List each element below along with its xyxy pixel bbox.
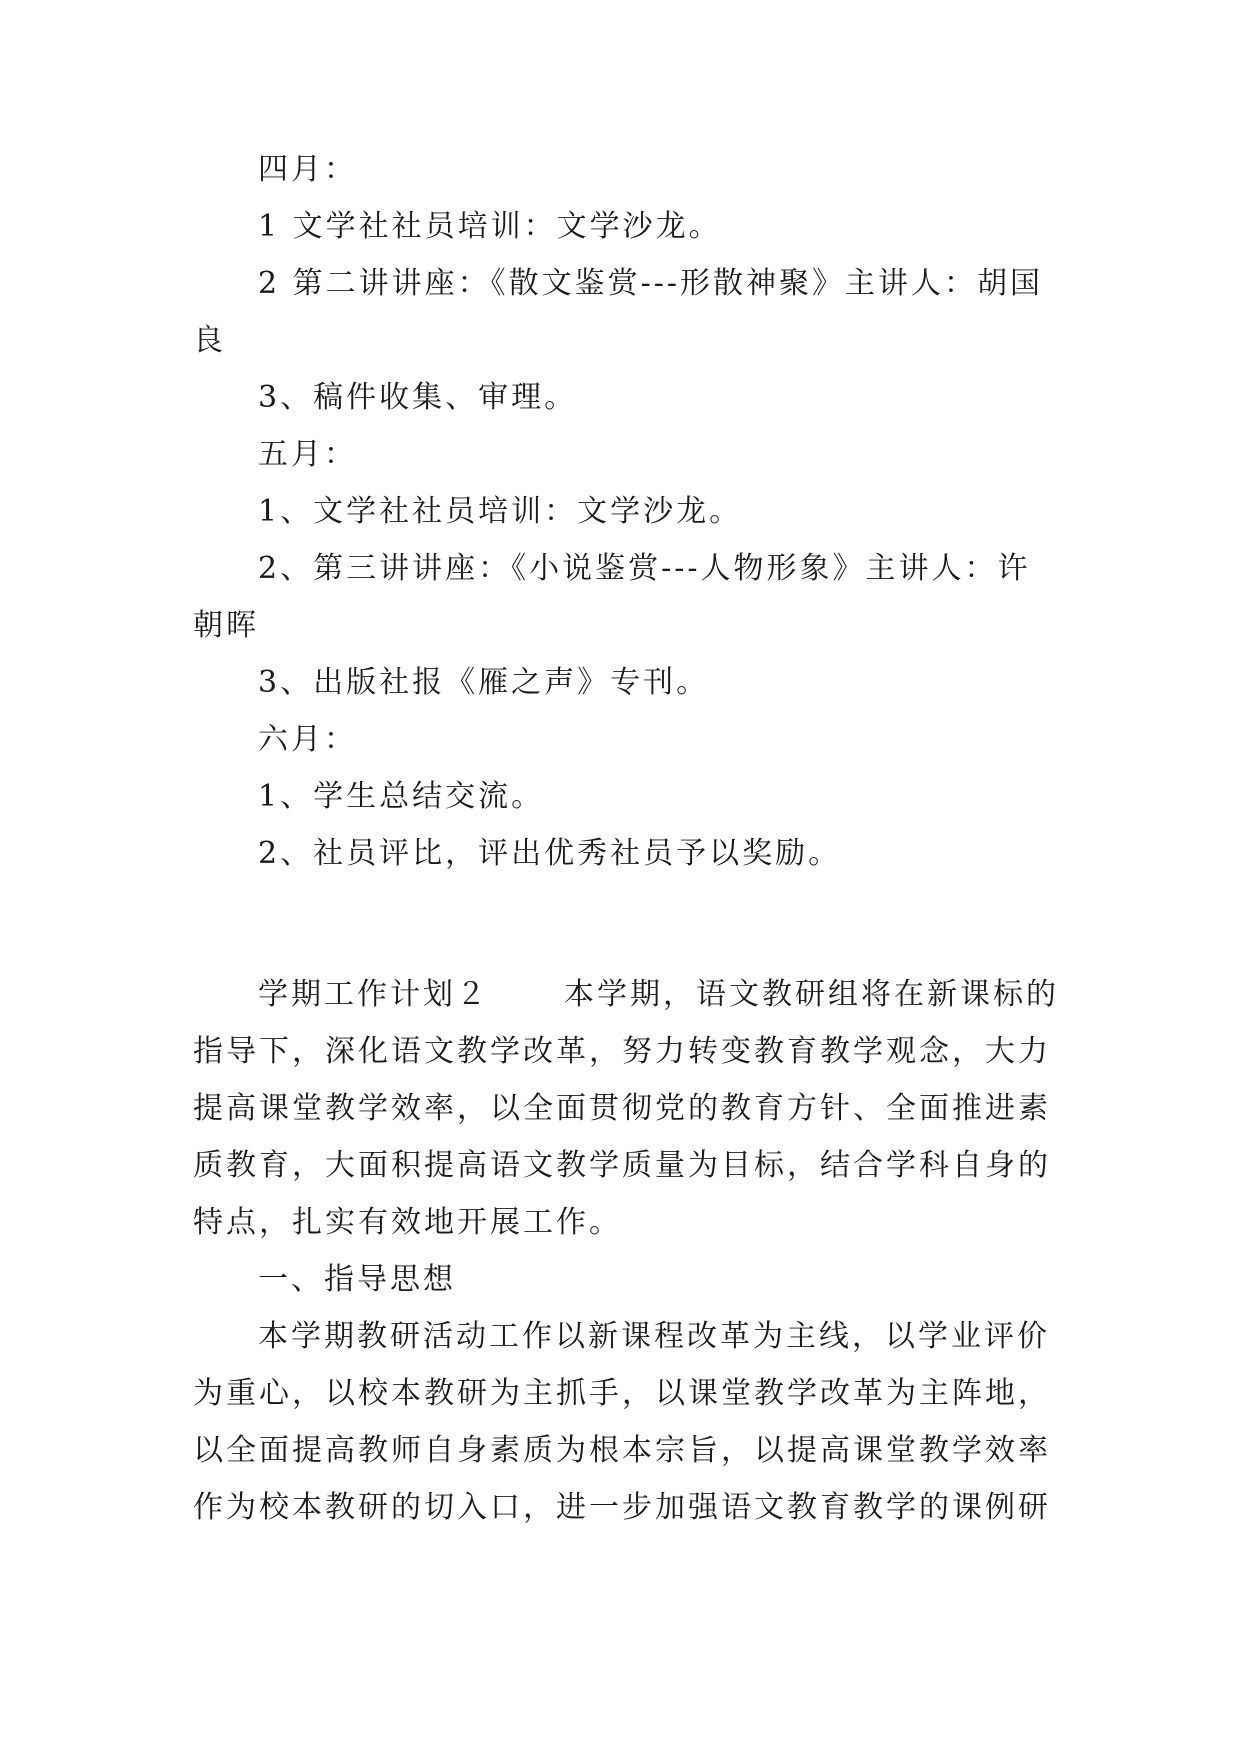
section-heading: 一、指导思想 bbox=[258, 1262, 456, 1297]
paragraph-line: 本学期教研活动工作以新课程改革为主线，以学业评价 bbox=[258, 1319, 1050, 1354]
list-item: 2、社员评比，评出优秀社员予以奖励。 bbox=[258, 836, 842, 871]
heading-april: 四月： bbox=[258, 152, 357, 187]
paragraph-line: 指导下，深化语文教学改革，努力转变教育教学观念，大力 bbox=[193, 1034, 1051, 1069]
paragraph-line: 以全面提高教师自身素质为根本宗旨，以提高课堂教学效率 bbox=[193, 1433, 1051, 1468]
paragraph-text: 本学期，语文教研组将在新课标的 bbox=[564, 977, 1059, 1012]
list-item-continuation: 朝晖 bbox=[193, 608, 259, 643]
list-item: 1、文学社社员培训：文学沙龙。 bbox=[258, 494, 743, 529]
paragraph-line: 为重心，以校本教研为主抓手，以课堂教学改革为主阵地， bbox=[193, 1376, 1051, 1411]
list-item: 3、出版社报《雁之声》专刊。 bbox=[258, 665, 710, 700]
paragraph-line: 质教育，大面积提高语文教学质量为目标，结合学科自身的 bbox=[193, 1148, 1051, 1183]
heading-june: 六月： bbox=[258, 722, 357, 757]
list-item: 3、稿件收集、审理。 bbox=[258, 380, 578, 415]
paragraph-line: 作为校本教研的切入口，进一步加强语文教育教学的课例研 bbox=[193, 1490, 1051, 1525]
paragraph-line bbox=[258, 975, 1059, 1015]
list-item: 2 第二讲讲座：《散文鉴赏---形散神聚》主讲人：胡国 bbox=[258, 266, 1044, 301]
paragraph-line: 提高课堂教学效率，以全面贯彻党的教育方针、全面推进素 bbox=[193, 1091, 1051, 1126]
list-item: 2、第三讲讲座：《小说鉴赏---人物形象》主讲人：许 bbox=[258, 551, 1031, 586]
list-item-continuation: 良 bbox=[193, 323, 226, 358]
heading-may: 五月： bbox=[258, 437, 357, 472]
list-item: 1、学生总结交流。 bbox=[258, 779, 545, 814]
paragraph-line: 特点，扎实有效地开展工作。 bbox=[193, 1205, 622, 1240]
list-item: 1 文学社社员培训：文学沙龙。 bbox=[258, 209, 722, 244]
section-title: 学期工作计划２ bbox=[258, 977, 489, 1012]
